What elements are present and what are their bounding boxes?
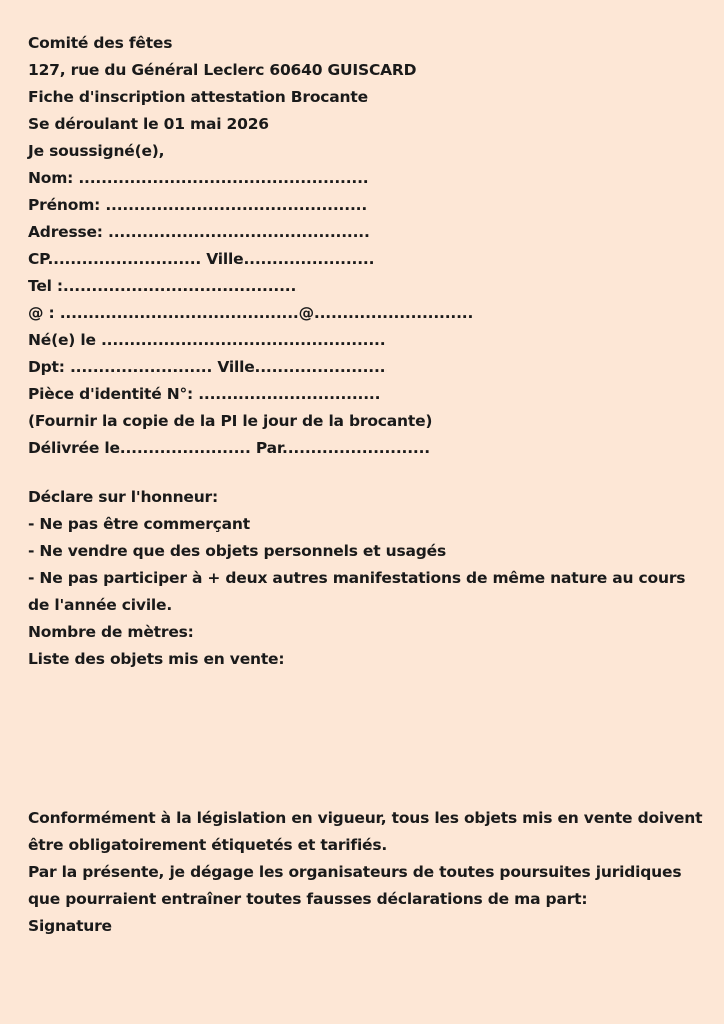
declaration-heading: Déclare sur l'honneur:	[28, 488, 218, 506]
form-title: Fiche d'inscription attestation Brocante	[28, 88, 368, 106]
items-list-space	[28, 673, 708, 805]
adresse-field: Adresse: ..............................................	[28, 223, 370, 241]
items-list-label: Liste des objets mis en vente:	[28, 650, 285, 668]
id-number-field: Pièce d'identité N°: ................................	[28, 385, 381, 403]
event-date: Se déroulant le 01 mai 2026	[28, 115, 269, 133]
birth-date-field: Né(e) le ..................................................	[28, 331, 386, 349]
prenom-field: Prénom: ..............................................	[28, 196, 368, 214]
email-field: @ : ..........................................@............................	[28, 304, 474, 322]
declaration-item: - Ne pas participer à + deux autres manifestations de même nature au cours de l'année civile.	[28, 569, 686, 614]
liability-text: Par la présente, je dégage les organisateurs de toutes poursuites juridiques que pourraient entraîner toutes fausses déclarations de ma part:	[28, 863, 682, 908]
org-address: 127, rue du Général Leclerc 60640 GUISCARD	[28, 61, 417, 79]
spacer	[28, 462, 708, 484]
signature-label: Signature	[28, 917, 112, 935]
legislation-text: Conformément à la législation en vigueur, tous les objets mis en vente doivent être obligatoirement étiquetés et tarifiés.	[28, 809, 703, 854]
dpt-ville-field: Dpt: ......................... Ville.......................	[28, 358, 386, 376]
id-issued-field: Délivrée le....................... Par..........................	[28, 439, 430, 457]
org-name: Comité des fêtes	[28, 34, 173, 52]
declaration-item: - Ne pas être commerçant	[28, 515, 250, 533]
nom-field: Nom: ...................................................	[28, 169, 369, 187]
tel-field: Tel :.........................................	[28, 277, 297, 295]
cp-ville-field: CP........................... Ville.......................	[28, 250, 375, 268]
id-copy-note: (Fournir la copie de la PI le jour de la brocante)	[28, 412, 433, 430]
intro-text: Je soussigné(e),	[28, 142, 165, 160]
registration-form	[28, 30, 708, 940]
declaration-item: - Ne vendre que des objets personnels et usagés	[28, 542, 446, 560]
metres-label: Nombre de mètres:	[28, 623, 194, 641]
